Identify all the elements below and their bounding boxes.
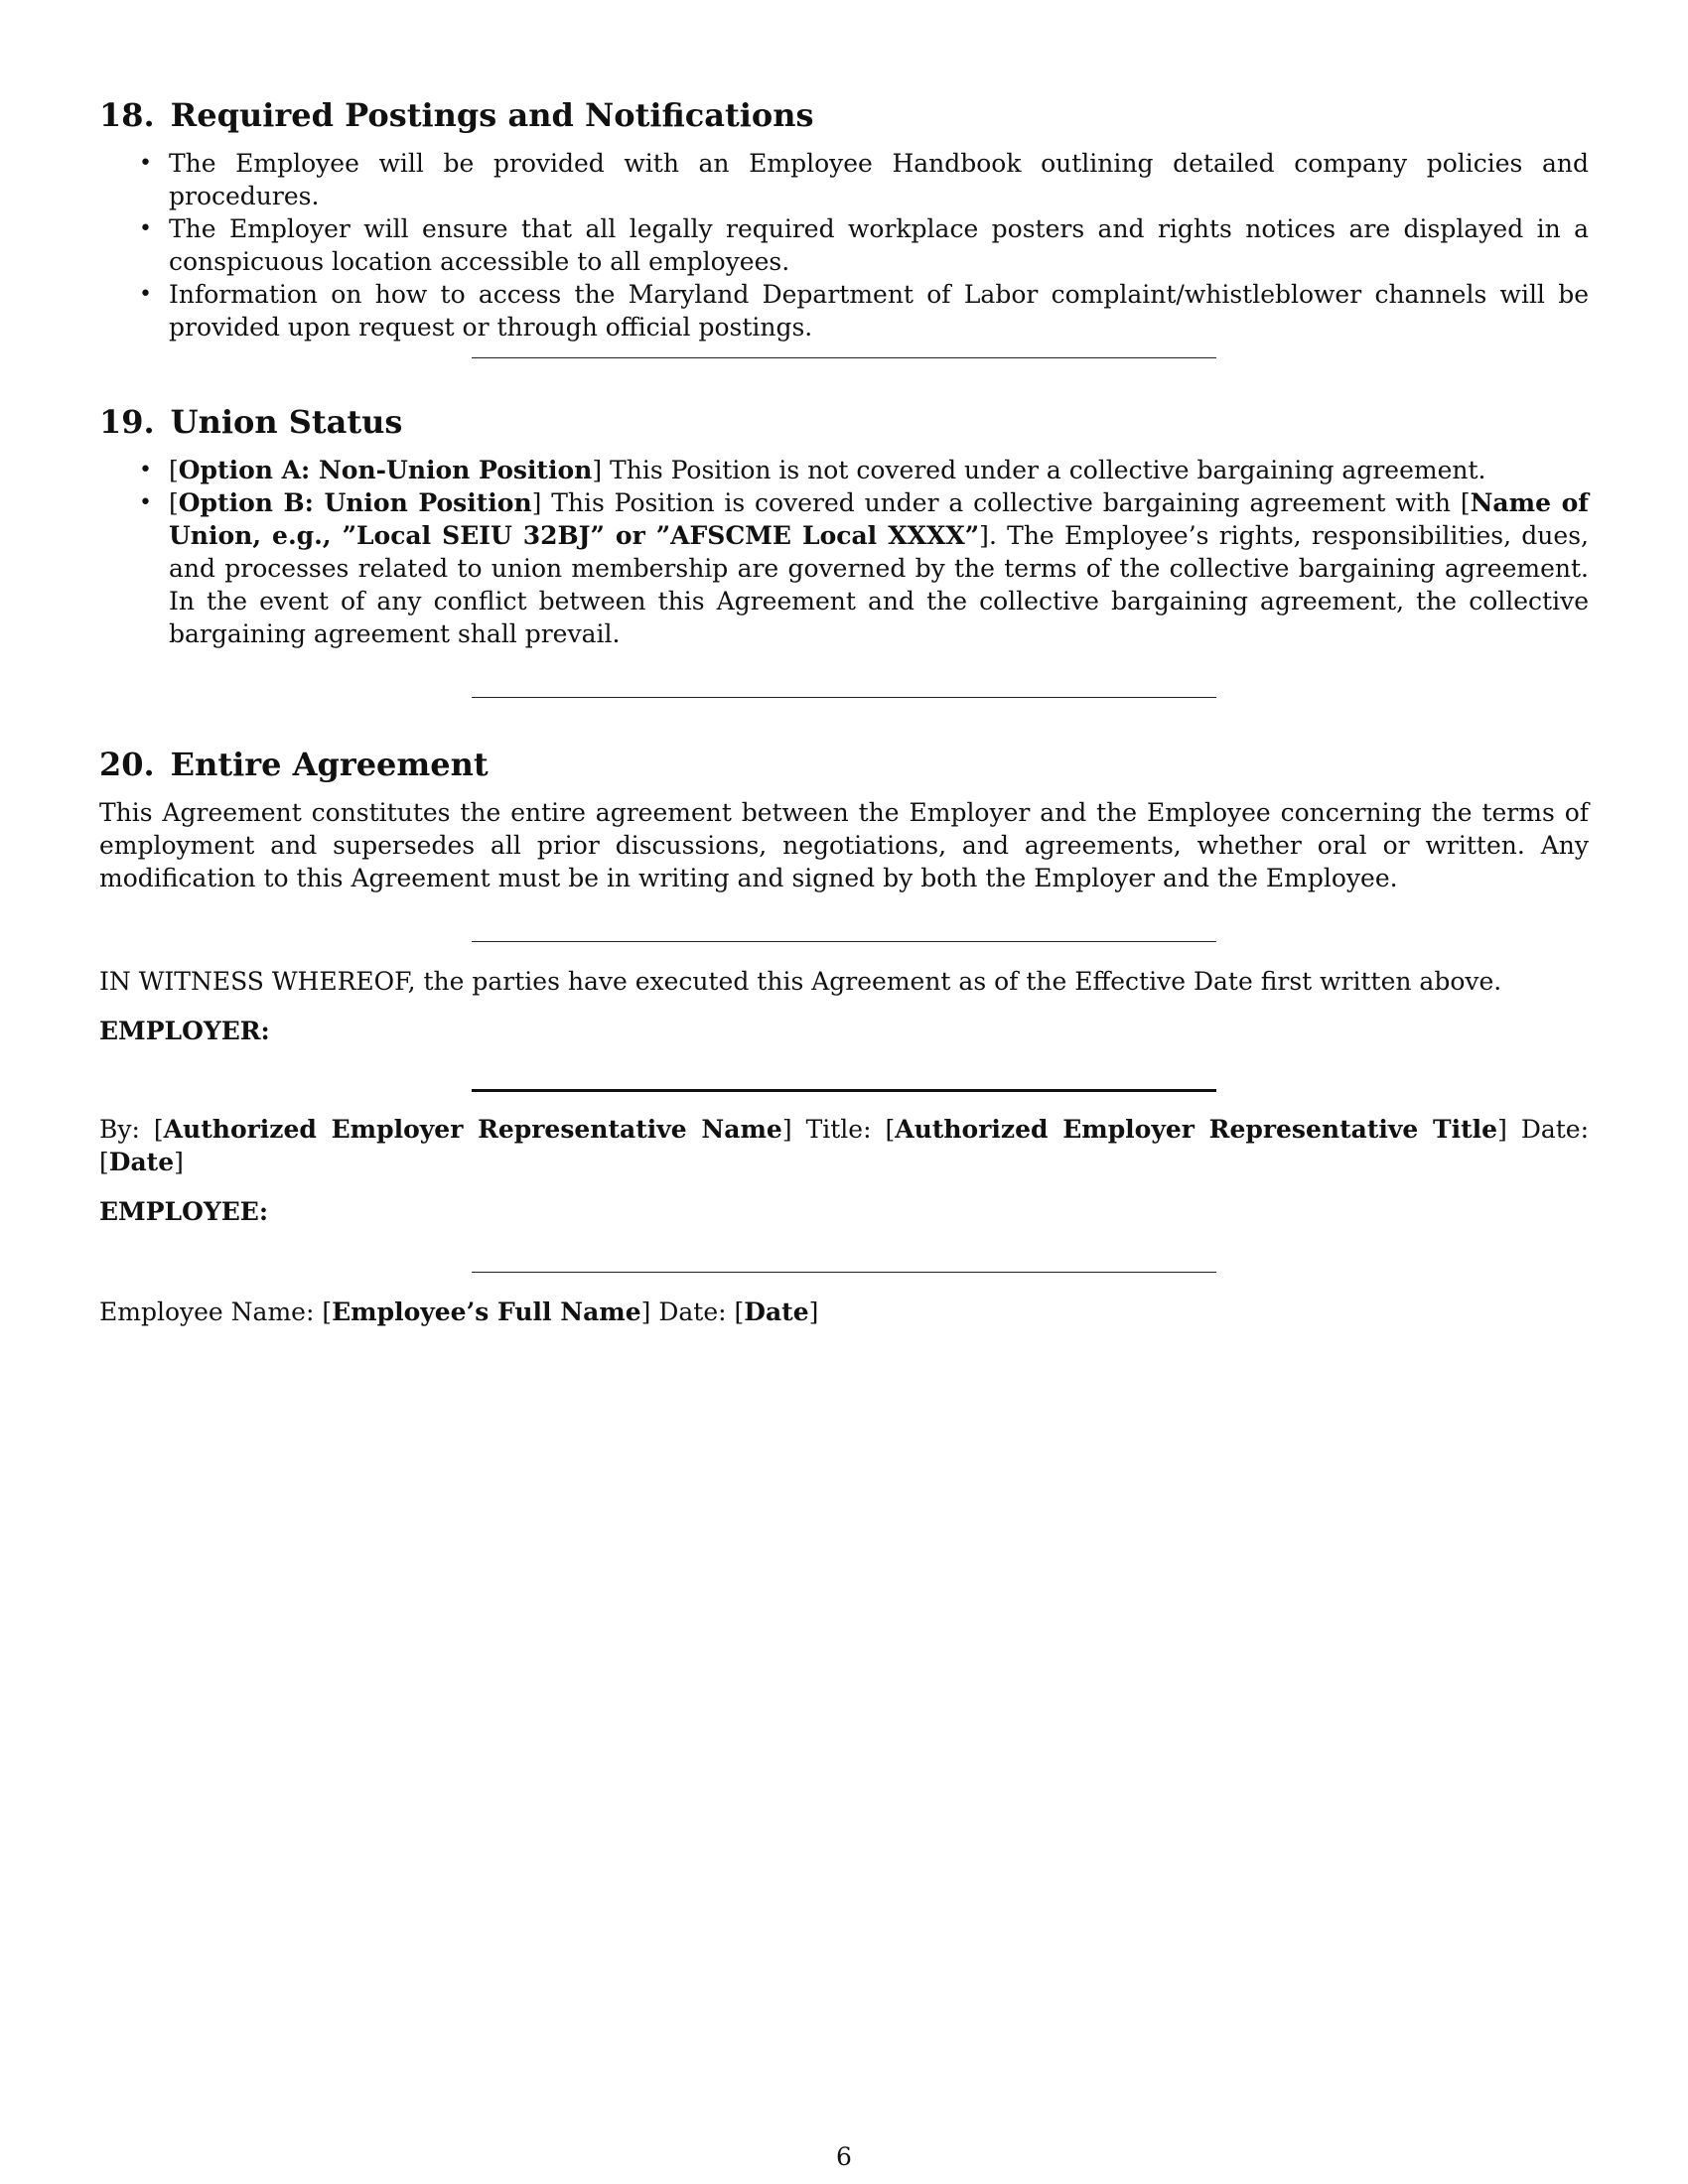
employee-signature-block xyxy=(99,1296,1589,1328)
employee-signature-line[interactable] xyxy=(472,1272,1216,1273)
section-19 xyxy=(99,402,1589,650)
section-18 xyxy=(99,95,1589,343)
title-label: Title: xyxy=(805,1115,872,1144)
option-a-label: Option A: Non-Union Position xyxy=(178,456,593,484)
employer-signature-block xyxy=(99,1113,1589,1228)
employee-details: Employee Name: [Employee’s Full Name] Date: [Date] xyxy=(99,1297,819,1326)
employee-name-placeholder: Employee’s Full Name xyxy=(332,1297,641,1326)
page-number: 6 xyxy=(836,2142,852,2171)
list-item-option-b: • [Option B: Union Position] This Position is covered under a collective bargaining agreement with [Name of Union, e.g., ”Local SEIU 32BJ” or ”AFSCME Local XXXX”]. The Employee’s rights, responsibilities, dues, and processes related to union membership are governed by the terms of the collective bargaining agreement. In the event of any conflict between this Agreement and the collective bargaining agreement, the collective bargaining agreement shall prevail. xyxy=(169,486,1589,650)
list-item: • The Employer will ensure that all legally required workplace posters and rights notices are displayed in a conspicuous location accessible to all employees. xyxy=(169,212,1589,278)
section-18-heading xyxy=(99,95,1589,135)
employee-label: EMPLOYEE: xyxy=(99,1197,269,1226)
section-20-body: This Agreement constitutes the entire agreement between the Employer and the Employee concerning the terms of employment and supersedes all prior discussions, negotiations, and agreements, whether oral or written. Any modification to this Agreement must be in writing and signed by both the Employer and the Employee. xyxy=(99,798,1589,892)
witness-block xyxy=(99,965,1589,1047)
section-divider xyxy=(472,941,1216,942)
option-b-text-continued: . The Employee’s rights, responsibilities, dues, and processes related to union membership are governed by the terms of the collective bargaining agreement. In the event of any conflict between this Agreement and the collective bargaining agreement, the collective bargaining agreement shall prevail. xyxy=(169,521,1589,648)
section-19-list xyxy=(99,454,1589,650)
list-item-option-a: • [Option A: Non-Union Position] This Position is not covered under a collective bargaining agreement. xyxy=(169,454,1589,486)
option-b-label: Option B: Union Position xyxy=(178,488,532,517)
employer-label: EMPLOYER: xyxy=(99,1017,270,1045)
section-19-title: Union Status xyxy=(170,403,403,441)
date-label: Date: xyxy=(658,1297,727,1326)
section-20 xyxy=(99,745,1589,894)
employer-details: By: [Authorized Employer Representative Name] Title: [Authorized Employer Representative Title] Date: [Date] xyxy=(99,1115,1590,1176)
employee-name-label: Employee Name: xyxy=(99,1297,315,1326)
employer-rep-title-placeholder: Authorized Employer Representative Title xyxy=(895,1115,1498,1144)
employer-rep-name-placeholder: Authorized Employer Representative Name xyxy=(163,1115,782,1144)
section-divider xyxy=(472,357,1216,358)
by-label: By: xyxy=(99,1115,140,1144)
list-item: • Information on how to access the Maryland Department of Labor complaint/whistleblower channels will be provided upon request or through official postings. xyxy=(169,278,1589,343)
section-18-number: 18. xyxy=(99,96,155,134)
section-20-number: 20. xyxy=(99,746,155,783)
employer-date-placeholder: Date xyxy=(108,1148,175,1176)
section-20-title: Entire Agreement xyxy=(170,746,489,783)
section-19-heading xyxy=(99,402,1589,442)
date-label: Date: xyxy=(1520,1115,1590,1144)
section-18-title: Required Postings and Notifications xyxy=(170,96,814,134)
option-a-text: This Position is not covered under a collective bargaining agreement. xyxy=(602,456,1486,484)
option-b-text: This Position is covered under a collective bargaining agreement with xyxy=(541,488,1461,517)
employee-date-placeholder: Date xyxy=(744,1297,809,1326)
section-19-number: 19. xyxy=(99,403,155,441)
section-18-list xyxy=(99,147,1589,343)
witness-statement: IN WITNESS WHEREOF, the parties have executed this Agreement as of the Effective Date first written above. xyxy=(99,967,1502,996)
union-name-placeholder: Name of Union, e.g., ”Local SEIU 32BJ” or ”AFSCME Local XXXX” xyxy=(169,488,1590,550)
section-20-heading xyxy=(99,745,1589,784)
section-divider xyxy=(472,697,1216,698)
employer-signature-line[interactable] xyxy=(472,1089,1216,1092)
list-item: • The Employee will be provided with an Employee Handbook outlining detailed company policies and procedures. xyxy=(169,147,1589,212)
